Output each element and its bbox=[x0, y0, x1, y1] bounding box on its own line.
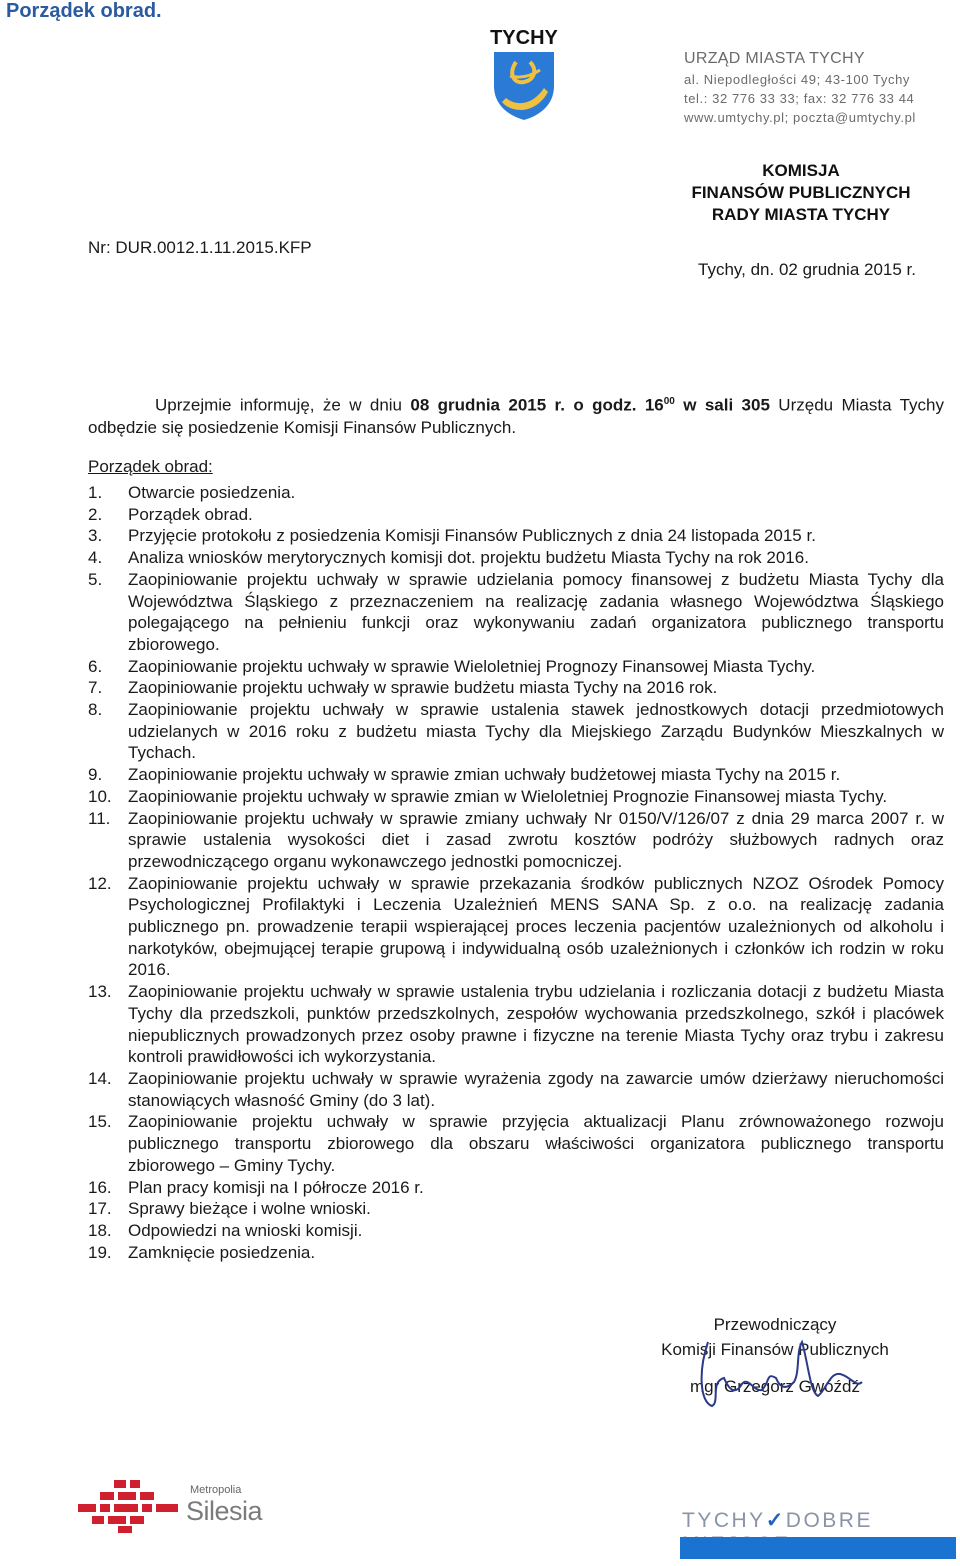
agenda-item-text: Analiza wniosków merytorycznych komisji dot. projektu budżetu Miasta Tychy na rok 2016. bbox=[128, 548, 809, 568]
agenda-item-text: Zaopiniowanie projektu uchwały w sprawie budżetu miasta Tychy na 2016 rok. bbox=[128, 678, 718, 698]
intro-text: Urzędu Miasta Tychy odbędzie się posiedzenie Komisji Finansów Publicznych. bbox=[88, 395, 945, 437]
agenda-item-text: Zaopiniowanie projektu uchwały w sprawie udzielania pomocy finansowej z budżetu Miasta Tychy dla Województwa Śląskiego z przeznaczeniem na realizację zadania własnego Województwa Śląskiego polegającego na pełnieniu funkcji oraz wykonywaniu zadań organizatora publicznego transportu zbiorowego. bbox=[128, 569, 944, 654]
agenda-item-number: 19. bbox=[88, 1242, 112, 1262]
checkmark-icon: ✓ bbox=[765, 1509, 786, 1532]
crest-name: TYCHY bbox=[490, 27, 558, 49]
agenda-item-number: 16. bbox=[88, 1177, 112, 1197]
agenda-item-text: Przyjęcie protokołu z posiedzenia Komisji Finansów Publicznych z dnia 24 listopada 2015 r. bbox=[128, 526, 816, 546]
agenda-item-number: 7. bbox=[88, 678, 103, 698]
agenda-item-text: Zamknięcie posiedzenia. bbox=[128, 1242, 316, 1262]
intro-paragraph bbox=[88, 391, 944, 439]
agenda-item-text: Porządek obrad. bbox=[128, 504, 253, 524]
agenda-item-text: Zaopiniowanie projektu uchwały w sprawie wyrażenia zgody na zawarcie umów dzierżawy nieruchomości stanowiących własność Gminy (do 3 lat). bbox=[128, 1068, 944, 1110]
agenda-list bbox=[88, 482, 944, 1263]
agenda-item-number: 17. bbox=[88, 1199, 112, 1219]
agenda-item bbox=[88, 786, 944, 808]
agenda-item-text: Zaopiniowanie projektu uchwały w sprawie przekazania środków publicznych NZOZ Ośrodek Pomocy Psychologicznej Profilaktyki i Leczenia Uzależnień MENS SANA Sp. z o.o. na realizację zadania publicznego pn. prowadzenie terapii wspierającej proces leczenia pacjentów uzależnionych od alkoholu i narkotyków, obejmującej terapie grupową i indywidualną osób uzależnionych i członków ich rodzin w roku 2016. bbox=[128, 873, 944, 980]
intro-room: w sali 305 bbox=[674, 395, 770, 415]
agenda-item bbox=[88, 569, 944, 656]
agenda-item-text: Plan pracy komisji na I półrocze 2016 r. bbox=[128, 1177, 424, 1197]
office-name: URZĄD MIASTA TYCHY bbox=[684, 50, 865, 67]
agenda-item-text: Sprawy bieżące i wolne wnioski. bbox=[128, 1199, 371, 1219]
agenda-item-number: 1. bbox=[88, 483, 103, 502]
city-crest bbox=[488, 28, 560, 125]
agenda-item bbox=[88, 873, 944, 982]
agenda-item-number: 8. bbox=[88, 700, 103, 720]
document-date: Tychy, dn. 02 grudnia 2015 r. bbox=[698, 260, 916, 279]
agenda-item bbox=[88, 482, 944, 504]
signature-title: Przewodniczący bbox=[713, 1315, 837, 1334]
agenda-item-number: 11. bbox=[88, 808, 111, 828]
handwritten-signature bbox=[690, 1332, 870, 1412]
office-info bbox=[684, 48, 916, 127]
office-web: www.umtychy.pl; poczta@umtychy.pl bbox=[684, 110, 916, 125]
office-address: al. Niepodległości 49; 43-100 Tychy bbox=[684, 72, 910, 87]
agenda-item bbox=[88, 504, 944, 526]
agenda-item bbox=[88, 699, 944, 764]
agenda-item-number: 2. bbox=[88, 504, 103, 524]
page-title: Porządek obrad. bbox=[6, 0, 162, 22]
agenda-item-text: Zaopiniowanie projektu uchwały w sprawie ustalenia stawek jednostkowych dotacji przedmiotowych udzielanych w 2016 roku z budżetu miasta Tychy dla Miejskiego Zarządu Budynków Mieszkalnych w Tychach. bbox=[128, 700, 944, 763]
agenda-item bbox=[88, 547, 944, 569]
agenda-item-number: 6. bbox=[88, 656, 103, 676]
agenda-item bbox=[88, 764, 944, 786]
agenda-item-number: 14. bbox=[88, 1068, 112, 1088]
agenda-item bbox=[88, 1111, 944, 1176]
agenda-item-number: 4. bbox=[88, 548, 103, 568]
agenda-item-text: Zaopiniowanie projektu uchwały w sprawie zmian w Wieloletniej Prognozie Finansowej miasta Tychy. bbox=[128, 786, 888, 806]
agenda-item bbox=[88, 1177, 944, 1199]
agenda-item bbox=[88, 656, 944, 678]
agenda-item-number: 10. bbox=[88, 786, 112, 806]
agenda-item bbox=[88, 1242, 944, 1264]
agenda-item bbox=[88, 677, 944, 699]
agenda-item bbox=[88, 1068, 944, 1111]
signature-name: mgr Grzegorz Gwóźdź bbox=[689, 1377, 861, 1396]
agenda-item-number: 3. bbox=[88, 526, 103, 546]
crest-shield-icon bbox=[488, 48, 560, 120]
committee-line: KOMISJA bbox=[762, 161, 840, 180]
intro-text: Uprzejmie informuję, że w dniu bbox=[155, 395, 411, 415]
committee-line: RADY MIASTA TYCHY bbox=[711, 205, 891, 224]
agenda-item bbox=[88, 525, 944, 547]
office-phone: tel.: 32 776 33 33; fax: 32 776 33 44 bbox=[684, 91, 915, 106]
agenda-item-text: Zaopiniowanie projektu uchwały w sprawie ustalenia trybu udzielania i rozliczania dotacji z budżetu Miasta Tychy dla przedszkoli, punktów przedszkolnych, zespołów wychowania przedszkolnego, szkół i placówek niepublicznych prowadzonych przez osoby prawne i fizyczne na terenie Miasta Tychy oraz trybu i zakresu kontroli prawidłowości ich wykorzystania. bbox=[128, 982, 944, 1067]
agenda-item-number: 13. bbox=[88, 982, 112, 1002]
metropolia-label: Metropolia bbox=[190, 1484, 242, 1496]
agenda-item-text: Zaopiniowanie projektu uchwały w sprawie zmiany uchwały Nr 0150/V/126/07 z dnia 29 marca 2007 r. w sprawie ustalenia wysokości diet i zasad zwrotu kosztów podróży służbowych radnych oraz przewodniczącego organu wykonawczego jednostki pomocniczej. bbox=[128, 808, 944, 871]
agenda-item-text: Odpowiedzi na wnioski komisji. bbox=[128, 1220, 363, 1240]
committee-header bbox=[676, 160, 926, 226]
agenda-item bbox=[88, 808, 944, 873]
agenda-item-text: Zaopiniowanie projektu uchwały w sprawie zmian uchwały budżetowej miasta Tychy na 2015 r. bbox=[128, 765, 841, 785]
intro-minutes: 00 bbox=[663, 396, 675, 407]
agenda-item-number: 12. bbox=[88, 873, 112, 893]
footer-blue-bar bbox=[680, 1537, 956, 1559]
agenda-item bbox=[88, 1198, 944, 1220]
agenda-heading: Porządek obrad: bbox=[88, 457, 213, 476]
slogan-left: TYCHY bbox=[682, 1509, 766, 1532]
agenda-item-text: Zaopiniowanie projektu uchwały w sprawie przyjęcia aktualizacji Planu zrównoważonego rozwoju publicznego transportu zbiorowego dla obszaru właściwości organizatora publicznego transportu zbiorowego – Gminy Tychy. bbox=[128, 1112, 944, 1175]
agenda-item-number: 15. bbox=[88, 1112, 112, 1132]
slogan-right: DOBRE bbox=[785, 1509, 873, 1532]
reference-number: Nr: DUR.0012.1.11.2015.KFP bbox=[88, 238, 312, 257]
agenda-item-number: 18. bbox=[88, 1220, 112, 1240]
agenda-item-number: 5. bbox=[88, 569, 103, 589]
committee-line: FINANSÓW PUBLICZNYCH bbox=[691, 183, 911, 202]
agenda-item bbox=[88, 981, 944, 1068]
agenda-item-text: Zaopiniowanie projektu uchwały w sprawie Wieloletniej Prognozy Finansowej Miasta Tychy. bbox=[128, 656, 816, 676]
silesia-label: Silesia bbox=[186, 1496, 263, 1526]
metropolia-silesia-logo-icon bbox=[78, 1478, 182, 1534]
intro-date-time: 08 grudnia 2015 r. o godz. 16 bbox=[410, 395, 664, 415]
agenda-item-text: Otwarcie posiedzenia. bbox=[128, 483, 296, 502]
signature-org: Komisji Finansów Publicznych bbox=[661, 1340, 889, 1359]
agenda-item bbox=[88, 1220, 944, 1242]
agenda-item-number: 9. bbox=[88, 765, 103, 785]
